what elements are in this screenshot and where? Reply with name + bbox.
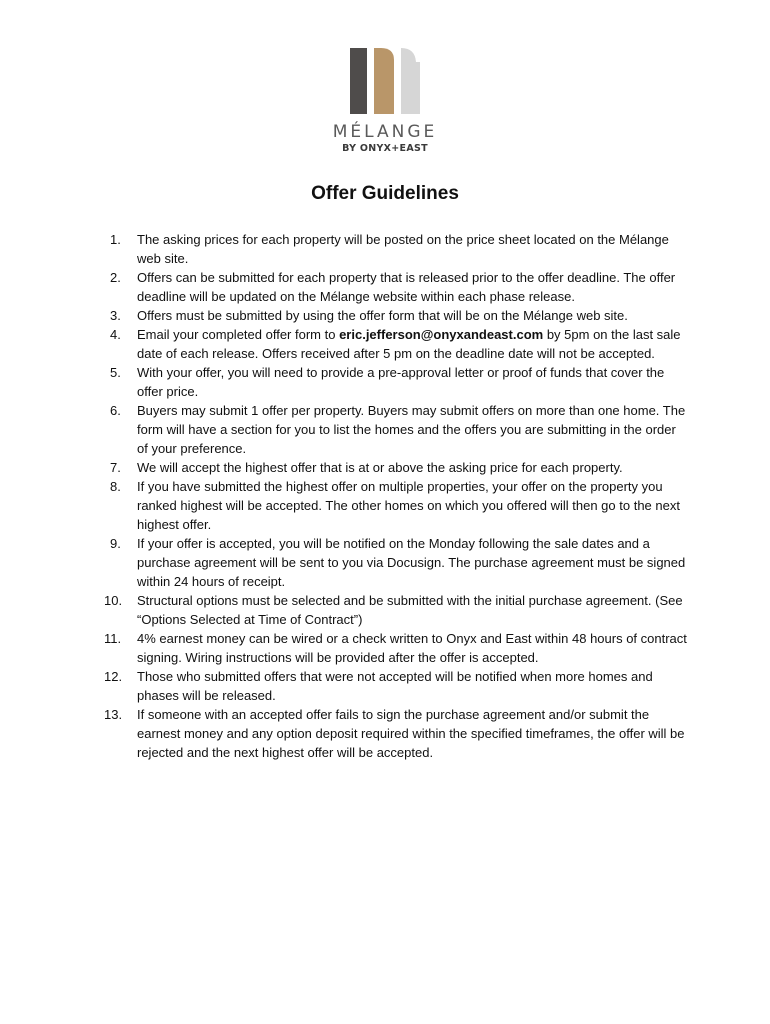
item-text: 4% earnest money can be wired or a check written to Onyx and East within 48 hours of contract signing. Wiring instructions will be provided after the offer is accepted. <box>137 631 687 665</box>
item-text: With your offer, you will need to provide a pre-approval letter or proof of funds that cover the offer price. <box>137 365 665 399</box>
list-item <box>110 534 690 591</box>
item-number: 6. <box>110 403 121 418</box>
item-text: Those who submitted offers that were not accepted will be notified when more homes and phases will be released. <box>137 669 653 703</box>
logo-name: MÉLANGE <box>332 122 438 142</box>
logo-byline: BY ONYX+EAST <box>342 143 428 154</box>
item-text: Offers must be submitted by using the offer form that will be on the Mélange web site. <box>137 308 628 323</box>
item-text: Buyers may submit 1 offer per property. Buyers may submit offers on more than one home. The form will have a section for you to list the homes and the offers you are submitting in the order of your preference. <box>137 403 686 456</box>
item-text: Structural options must be selected and be submitted with the initial purchase agreement. (See “Options Selected at Time of Contract”) <box>137 593 683 627</box>
list-item <box>110 230 690 268</box>
item-text: If someone with an accepted offer fails to sign the purchase agreement and/or submit the earnest money and any option deposit required within the specified timeframes, the offer will be rejected and the next highest offer will be accepted. <box>137 707 685 760</box>
item-number: 2. <box>110 270 121 285</box>
list-item <box>104 667 690 705</box>
item-number: 12. <box>104 669 123 684</box>
list-item <box>110 401 690 458</box>
item-text: If your offer is accepted, you will be notified on the Monday following the sale dates and a purchase agreement will be sent to you via Docusign. The purchase agreement must be signed within 24 hours of receipt. <box>137 536 686 589</box>
item-number: 4. <box>110 327 121 342</box>
item-number: 5. <box>110 365 121 380</box>
item-text: We will accept the highest offer that is at or above the asking price for each property. <box>137 460 623 475</box>
item-number: 3. <box>110 308 121 323</box>
logo-bar-light <box>401 48 420 114</box>
item-text: Offers can be submitted for each property that is released prior to the offer deadline. The offer deadline will be updated on the Mélange website within each phase release. <box>137 270 676 304</box>
logo-bar-dark <box>350 48 367 114</box>
email-address: eric.jefferson@onyxandeast.com <box>339 327 544 342</box>
list-item <box>104 705 690 762</box>
page-title: Offer Guidelines <box>311 183 459 204</box>
guidelines-list <box>104 230 690 762</box>
logo-mark <box>350 48 420 114</box>
item-number: 10. <box>104 593 123 608</box>
item-text: If you have submitted the highest offer on multiple properties, your offer on the property you ranked highest will be accepted. The other homes on which you offered will then go to the next highest offer. <box>137 479 680 532</box>
item-number: 1. <box>110 232 121 247</box>
item-number: 7. <box>110 460 121 475</box>
list-item <box>110 477 690 534</box>
item-number: 11. <box>104 631 122 646</box>
list-item <box>110 306 690 325</box>
list-item <box>110 363 690 401</box>
list-item <box>104 629 690 667</box>
item-number: 13. <box>104 707 123 722</box>
item-text-after: by 5pm on the last sale date of each release. Offers received after 5 pm on the deadline date will not be accepted. <box>137 327 681 361</box>
item-text: The asking prices for each property will be posted on the price sheet located on the Mélange web site. <box>137 232 669 266</box>
item-number: 9. <box>110 536 121 551</box>
list-item <box>110 458 690 477</box>
list-item <box>110 325 690 363</box>
list-item <box>110 268 690 306</box>
melange-logo <box>0 48 770 154</box>
list-item <box>104 591 690 629</box>
item-number: 8. <box>110 479 121 494</box>
item-text-before: Email your completed offer form to <box>137 327 340 342</box>
logo-bar-gold <box>374 48 394 114</box>
